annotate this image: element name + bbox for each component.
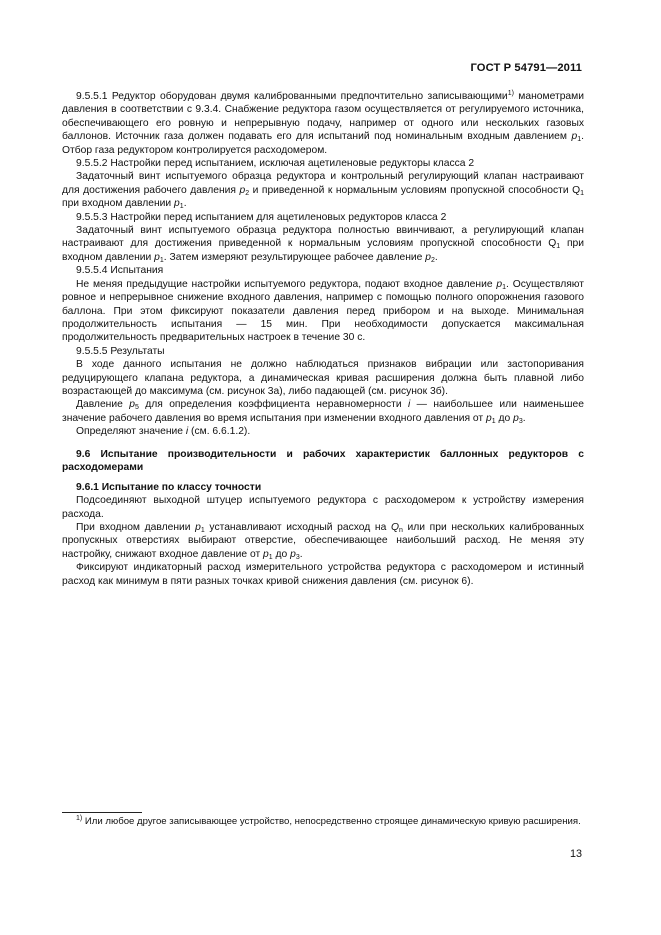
subsection-9-6-1-heading: 9.6.1 Испытание по классу точности [76, 481, 262, 493]
paragraph-9-5-5-3: Задаточный винт испытуемого образца редуктора полностью ввинчивают, а регулирующий клапан настраивают для достижения приведенной к нормальным условиям пропускной способности $Q_1$ при входном давлении $p_1$. Затем измеряют результирующее рабочее давление $p_2$. [62, 225, 585, 264]
paragraph-9-5-5-1: 9.5.5.1 Редуктор оборудован двумя калиброванными предпочтительно записывающими$^{1)}$ манометрами давления в соответствии с 9.3.4. Снабжение редуктора газом осуществляется от регулируемого источника, обеспечивающего его ровную и непрерывную подачу, например от одного или нескольких газовых баллонов. Источник газа должен подавать его для испытаний под номинальным входным давлением $p_1$. Отбор газа редуктором контролируется расходомером. [62, 90, 584, 156]
document-body [62, 90, 584, 588]
subsection-9-5-5-5-title: 9.5.5.5 Результаты [76, 345, 165, 357]
footnote-ref: 1) [507, 90, 514, 97]
paragraph-9-6-1-connect: Подсоединяют выходной штуцер испытуемого редуктора с расходомером к устройству измерения расхода. [62, 495, 584, 520]
paragraph-9-6-1-record: Фиксируют индикаторный расход измерительного устройства редуктора с расходомером и истинный расход как минимум в пяти разных точках кривой снижения давления (см. рисунок 6). [62, 562, 584, 587]
paragraph-9-5-5-4: Не меняя предыдущие настройки испытуемого редуктора, подают входное давление $p_1$. Осуществляют ровное и непрерывное снижение входного давления, например с помощью полного опорожнения газового баллона. При этом фиксируют показатели давления перед прибором и на выходе. Минимальная продолжительность испытания — 15 мин. При необходимости допускается максимальная продолжительность предварительных настроек в течение 30 с. [62, 278, 584, 344]
footnote-divider [62, 812, 142, 813]
page-number: 13 [569, 848, 582, 860]
paragraph-pressure-p5: Давление $p_5$ для определения коэффициента неравномерности i — наибольшее или наименьшее значение рабочего давления во время испытания при изменении входного давления от $p_1$ до $p_3$. [62, 399, 584, 425]
footnote-marker: 1) [76, 815, 83, 822]
footnote: $^{1)}$ Или любое другое записывающее устройство, непосредственно строящее динамическую кривую расширения. [76, 815, 581, 827]
subsection-9-5-5-2-title: 9.5.5.2 Настройки перед испытанием, исключая ацетиленовые редукторы класса 2 [76, 158, 475, 170]
paragraph-determine-i: Определяют значение i (см. 6.6.1.2). [76, 426, 251, 438]
subsection-9-5-5-4-title: 9.5.5.4 Испытания [76, 265, 164, 277]
paragraph-9-5-5-5: В ходе данного испытания не должно наблюдаться признаков вибрации или застопоривания редуцирующего клапана редуктора, а динамическая кривая расширения должна быть плавной либо возрастающей до максимума (см. рисунок 3а), либо падающей (см. рисунок 3б). [62, 359, 584, 397]
section-9-6-heading: 9.6 Испытание производительности и рабочих характеристик баллонных редукторов с расходомерами [62, 448, 584, 474]
paragraph-9-5-5-2: Задаточный винт испытуемого образца редуктора и контрольный регулирующий клапан настраивают для достижения рабочего давления $p_2$ и приведенной к нормальным условиям пропускной способности $Q_1$ при входном давлении $p_1$. [62, 171, 584, 211]
paragraph-9-6-1-flow: При входном давлении $p_1$ устанавливают исходный расход на $Q_n$ или при нескольких калиброванных пропускных отверстиях выбирают отверстие, обеспечивающее наибольший расход. Не меняя эту настройку, снижают входное давление от $p_1$ до $p_3$. [62, 521, 584, 561]
subsection-9-5-5-3-title: 9.5.5.3 Настройки перед испытанием для ацетиленовых редукторов класса 2 [76, 211, 447, 223]
document-standard-header: ГОСТ Р 54791—2011 [470, 62, 582, 74]
